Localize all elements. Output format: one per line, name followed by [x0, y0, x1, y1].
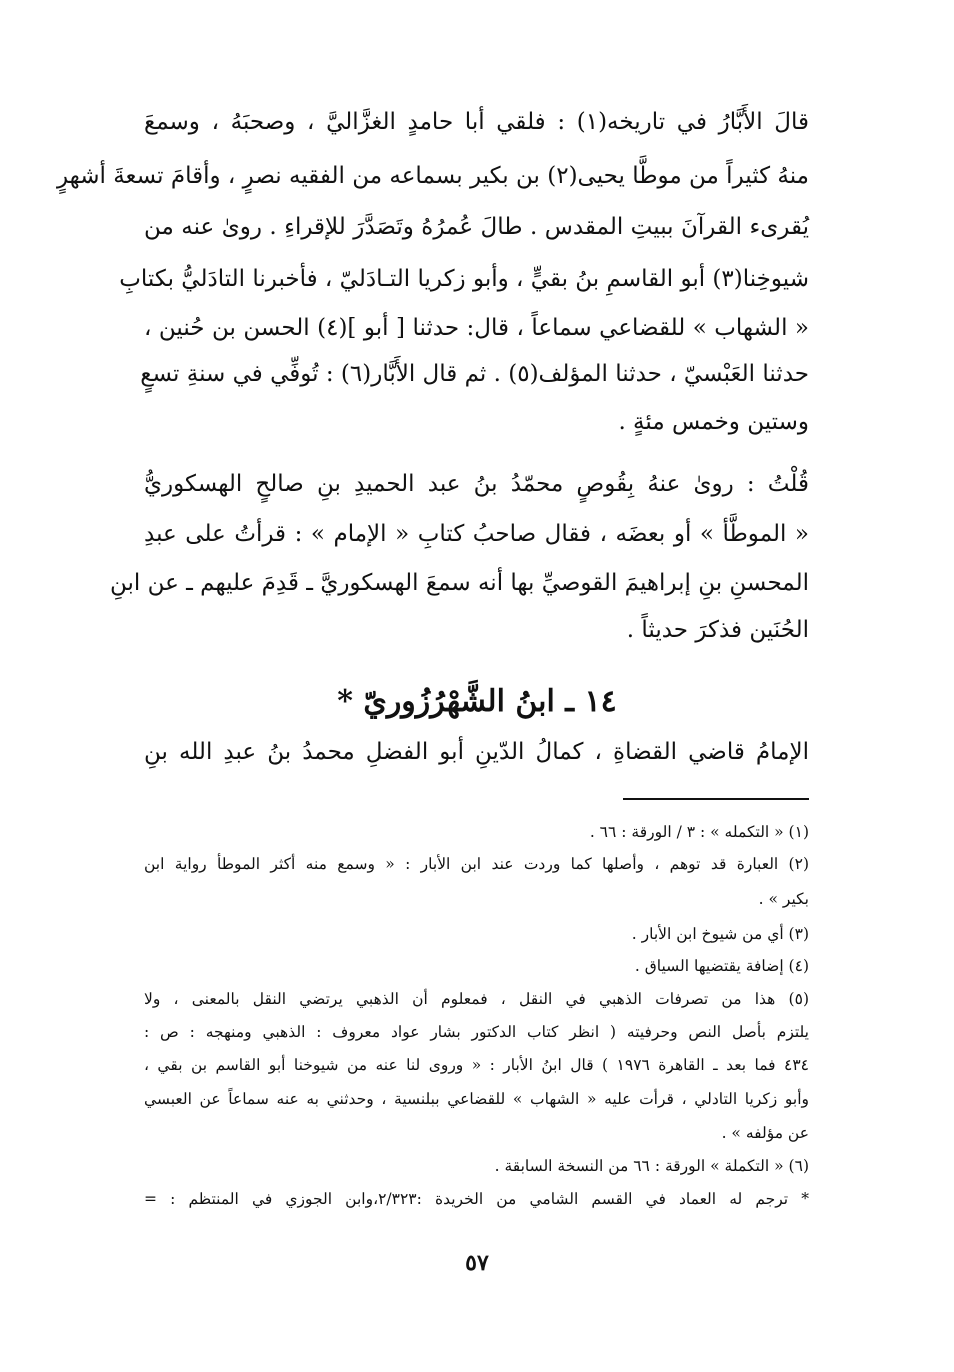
text-line: قُلْتُ : روىٰ عنهُ بِقُوصٍ محمّدُ بنُ عبد الحميدِ بنِ صالحٍ الهسكوريُّ [144, 471, 809, 497]
footnote-line: بكير » . [758, 890, 809, 908]
footnote-line: * ترجم له العماد في القسم الشامي من الخريدة :٢/٣٢٣،وابن الجوزي في المنتظم : = [144, 1190, 809, 1208]
footnote-line: ٤٣٤ فما بعد ـ القاهرة ١٩٧٦ ) قال ابنُ الأبار : « وروى لنا عنه من شيوخنا أبو القاسم بن بقي ، [144, 1056, 809, 1074]
text-line: الحُنَين فذكرَ حديثاً . [626, 617, 809, 643]
footnote-line: يلتزم بأصل النص وحرفيته ( انظر كتاب الدكتور بشار عواد معروف : الذهبي ومنهجه : ص : [144, 1023, 809, 1041]
footnote-line: (٤) إضافة يقتضيها السياق . [634, 957, 809, 975]
page-number: ٥٧ [465, 1250, 489, 1276]
text-line: وستين وخمس مئةٍ . [618, 409, 809, 435]
footnote-line: عن مؤلفه » . [721, 1124, 809, 1142]
footnote-separator [623, 798, 809, 800]
footnote-line: (٦) « التكملة » الورقة : ٦٦ من النسخة السابقة . [494, 1157, 809, 1175]
footnote-line: (٣) أي من شيوخ ابن الأبار . [631, 925, 809, 943]
text-line: حدثنا العَبْسيّ ، حدثنا المؤلف(٥) . ثم قال الأَبَّار(٦) : تُوفِّي في سنةِ تسعٍ [140, 361, 809, 387]
text-line: شيوخِنا(٣) أبو القاسمِ بنُ بقيٍّ ، وأبو زكريا التـادَليّ ، فأخبرنا التادَليُّ بكتابِ [119, 266, 809, 292]
text-line: المحسنِ بنِ إبراهيمَ القوصيِّ بها أنه سمعَ الهسكوريَّ ـ قَدِمَ عليهم ـ عن ابنِ [109, 570, 809, 596]
text-line: الإمامُ قاضي القضاةِ ، كمالُ الدّينِ أبو الفضلِ محمدُ بنُ عبدِ الله بنِ [144, 739, 809, 765]
footnote-line: (٥) هذا من تصرفات الذهبي في النقل ، فمعلوم أن الذهبي يرتضي النقل بالمعنى ، ولا [144, 990, 809, 1008]
footnote-line: وأبو زكريا التادلي ، قرأت عليه « الشهاب » للقضاعي ببلنسية ، وحدثني به عنه سماعاً عن العبسي [144, 1090, 809, 1108]
text-line: منهُ كثيراً من موطَّا يحيى(٢) بن بكير بسماعه من الفقيه نصرٍ ، وأقامَ تسعةَ أشهرٍ [56, 163, 809, 189]
text-line: « الشهاب » للقضاعي سماعاً ، قال: حدثنا [ أبو ](٤) الحسن بن حُنين ، [144, 315, 809, 341]
text-line: يُقرىء القرآنَ ببيتِ المقدس . طالَ عُمرُهُ وتَصَدَّرَ للإقراءِ . روىٰ عنه من [144, 214, 809, 240]
footnote-line: (٢) العبارة قد توهم ، وأصلها كما وردت عند ابن الأبار : « وسمع منه أكثر الموطأ رواية ابن [144, 855, 809, 873]
text-line: « الموطَّأ » أو بعضَه ، فقال صاحبُ كتابِ « الإمام » : قرأتُ على عبدِ [144, 521, 809, 547]
footnote-line: (١) « التكمله » : ٣ / الورقة : ٦٦ . [589, 823, 809, 841]
text-line: قالَ الأَبَّارُ في تاريخه(١) : فلقي أبا حامدٍ الغزَّاليَّ ، وصحبَهُ ، وسمعَ [144, 109, 810, 135]
section-title: ١٤ ـ ابنُ الشَّهْرُزُوريّ * [337, 684, 617, 719]
